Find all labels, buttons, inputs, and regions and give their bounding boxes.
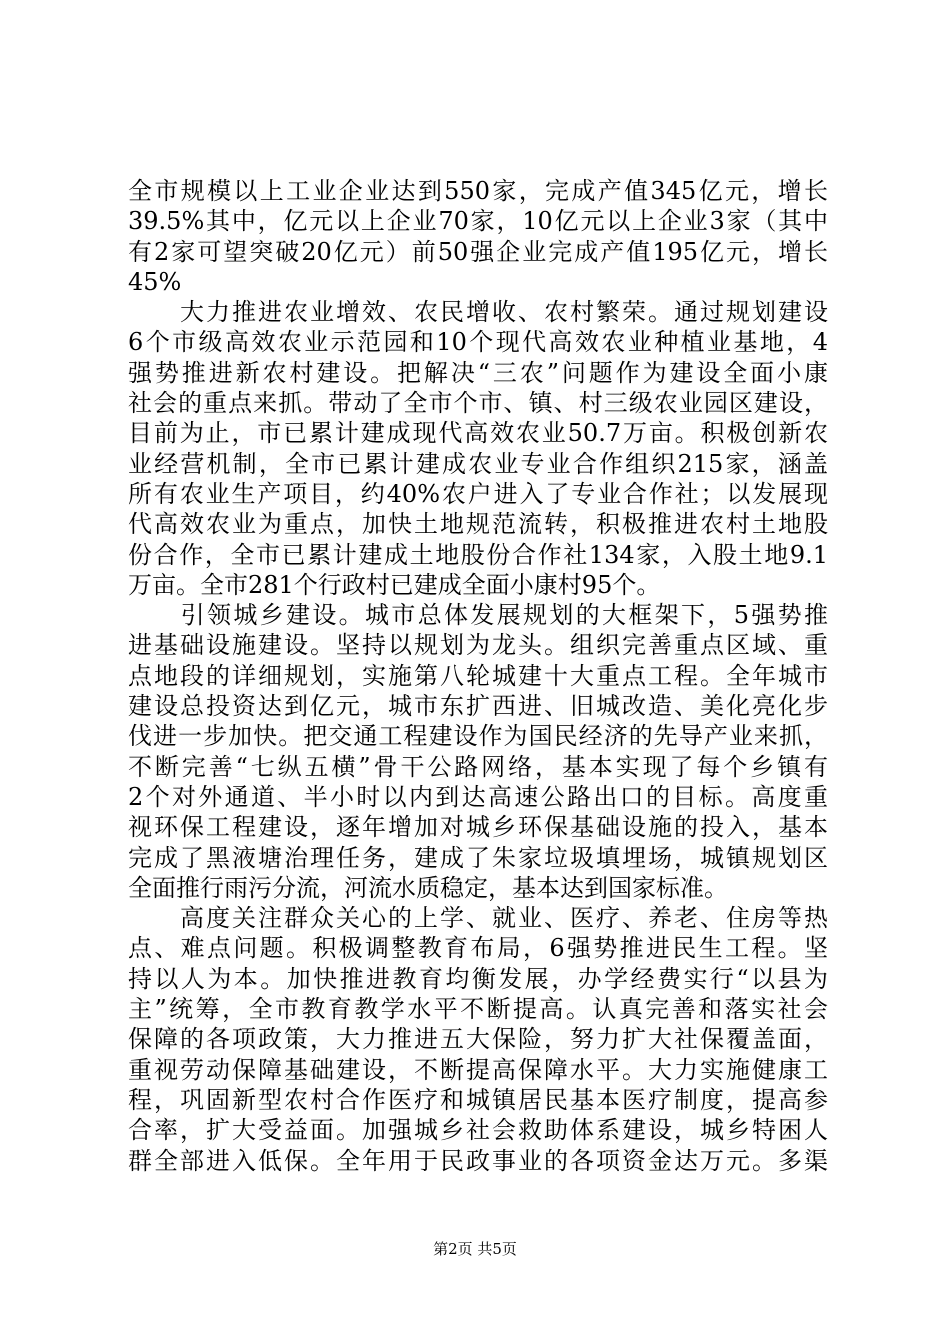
text-line: 主”统筹，全市教育教学水平不断提高。认真完善和落实社会: [128, 995, 828, 1024]
text-line: 不断完善“七纵五横”骨干公路网络，基本实现了每个乡镇有: [128, 752, 828, 781]
text-line: 万亩。全市281个行政村已建成全面小康村95个。: [128, 570, 661, 599]
text-line: 2个对外通道、半小时以内到达高速公路出口的目标。高度重: [128, 782, 828, 811]
text-line: 建设总投资达到亿元，城市东扩西进、旧城改造、美化亮化步: [128, 692, 828, 721]
text-line: 45%: [128, 267, 182, 296]
text-line: 引领城乡建设。城市总体发展规划的大框架下，5强势推: [128, 601, 828, 630]
text-line: 高度关注群众关心的上学、就业、医疗、养老、住房等热: [128, 904, 828, 933]
text-line: 业经营机制，全市已累计建成农业专业合作组织215家，涵盖: [128, 449, 828, 478]
text-line: 强势推进新农村建设。把解决“三农”问题作为建设全面小康: [128, 358, 828, 387]
text-line: 完成了黑液塘治理任务，建成了朱家垃圾填埋场，城镇规划区: [128, 843, 828, 872]
text-line: 全面推行雨污分流，河流水质稳定，基本达到国家标准。: [128, 873, 728, 902]
text-line: 份合作，全市已累计建成土地股份合作社134家，入股土地9.1: [128, 540, 828, 569]
text-line: 大力推进农业增效、农民增收、农村繁荣。通过规划建设: [128, 298, 828, 327]
text-line: 重视劳动保障基础建设，不断提高保障水平。大力实施健康工: [128, 1055, 828, 1084]
text-line: 点地段的详细规划，实施第八轮城建十大重点工程。全年城市: [128, 661, 828, 690]
text-line: 群全部进入低保。全年用于民政事业的各项资金达万元。多渠: [128, 1146, 828, 1175]
text-line: 所有农业生产项目，约40%农户进入了专业合作社；以发展现: [128, 479, 828, 508]
text-line: 代高效农业为重点，加快土地规范流转，积极推进农村土地股: [128, 510, 828, 539]
text-line: 社会的重点来抓。带动了全市个市、镇、村三级农业园区建设，: [128, 389, 828, 418]
text-line: 视环保工程建设，逐年增加对城乡环保基础设施的投入，基本: [128, 813, 828, 842]
text-line: 合率，扩大受益面。加强城乡社会救助体系建设，城乡特困人: [128, 1116, 828, 1145]
text-line: 有2家可望突破20亿元）前50强企业完成产值195亿元，增长: [128, 237, 828, 266]
text-line: 持以人为本。加快推进教育均衡发展，办学经费实行“以县为: [128, 964, 828, 993]
body-text: [128, 176, 828, 1176]
text-line: 6个市级高效农业示范园和10个现代高效农业种植业基地，4: [128, 328, 828, 357]
text-line: 目前为止，市已累计建成现代高效农业50.7万亩。积极创新农: [128, 419, 828, 448]
text-line: 39.5%其中，亿元以上企业70家，10亿元以上企业3家（其中: [128, 207, 828, 236]
text-line: 进基础设施建设。坚持以规划为龙头。组织完善重点区域、重: [128, 631, 828, 660]
text-line: 点、难点问题。积极调整教育布局，6强势推进民生工程。坚: [128, 934, 828, 963]
text-line: 伐进一步加快。把交通工程建设作为国民经济的先导产业来抓，: [128, 722, 828, 751]
text-line: 程，巩固新型农村合作医疗和城镇居民基本医疗制度，提高参: [128, 1085, 828, 1114]
page-footer: 第2页 共5页: [433, 1240, 517, 1258]
text-line: 全市规模以上工业企业达到550家，完成产值345亿元，增长: [128, 177, 828, 205]
text-line: 保障的各项政策，大力推进五大保险，努力扩大社保覆盖面，: [128, 1025, 828, 1054]
